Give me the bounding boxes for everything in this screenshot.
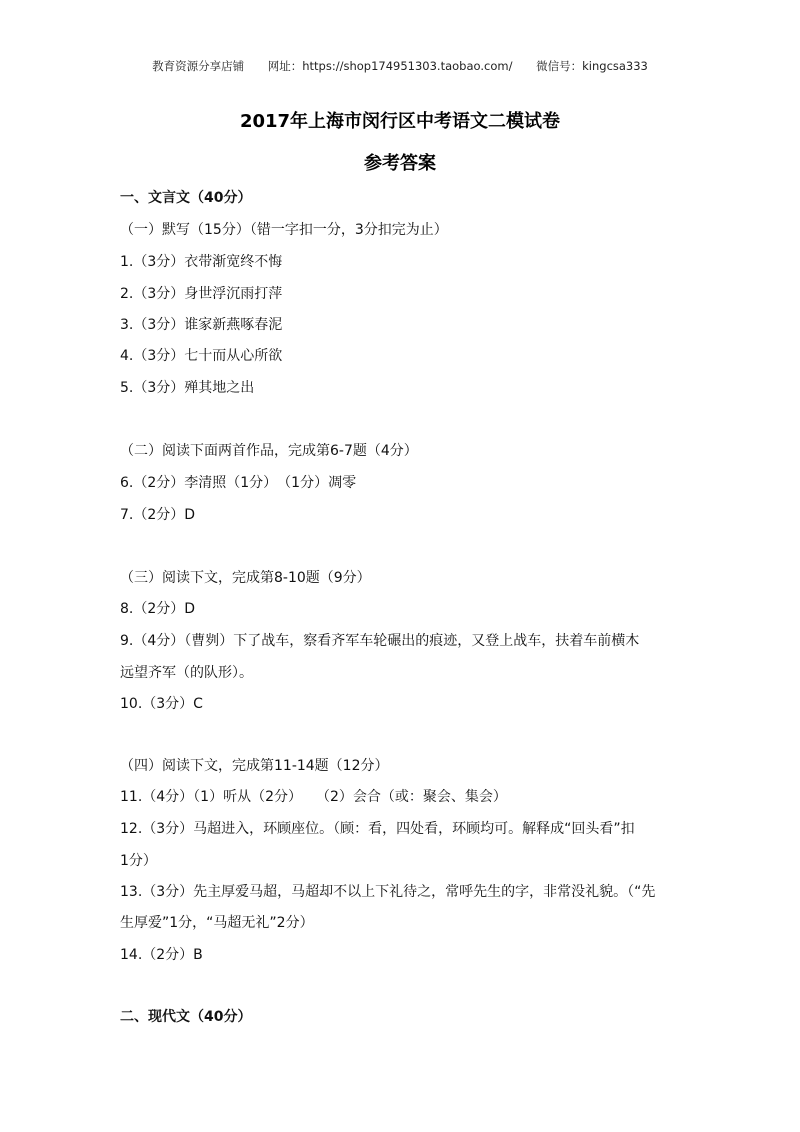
section-heading: 一、文言文（40分）: [120, 190, 252, 206]
answer-line: 10.（3分）C: [120, 696, 203, 712]
answer-line: 12.（3分）马超进入，环顾座位。（顾：看，四处看，环顾均可。解释成“回头看”扣: [120, 821, 635, 837]
answer-line: 9.（4分）（曹刿）下了战车，察看齐军车轮碾出的痕迹，又登上战车，扶着车前横木: [120, 633, 640, 649]
answer-line: 14.（2分）B: [120, 947, 203, 963]
header-shop: 教育资源分享店铺: [152, 59, 245, 73]
answer-line: 4.（3分）七十而从心所欲: [120, 348, 283, 364]
page-header: [0, 58, 800, 74]
answer-line: 1.（3分）衣带渐宽终不悔: [120, 254, 283, 270]
document-subtitle: 参考答案: [364, 153, 436, 174]
subsection-heading: （二）阅读下面两首作品，完成第6-7题（4分）: [120, 443, 418, 459]
header-url: 网址：https://shop174951303.taobao.com/: [267, 59, 513, 73]
answer-line: 7.（2分）D: [120, 507, 196, 523]
answer-line: 8.（2分）D: [120, 601, 196, 617]
answer-line: 11.（4分）（1）听从（2分） （2）会合（或：聚会、集会）: [120, 789, 507, 805]
answer-line: 6.（2分）李清照（1分） （1分）凋零: [120, 475, 357, 491]
subsection-heading: （三）阅读下文，完成第8-10题（9分）: [120, 570, 371, 586]
answer-line: 13.（3分）先主厚爱马超，马超却不以上下礼待之，常呼先生的字，非常没礼貌。（“先: [120, 884, 656, 900]
answer-line-continued: 1分）: [120, 853, 157, 869]
answer-line-continued: 生厚爱”1分，“马超无礼”2分）: [120, 915, 314, 931]
answer-line: 3.（3分）谁家新燕啄春泥: [120, 317, 283, 333]
answer-line: 2.（3分）身世浮沉雨打萍: [120, 286, 283, 302]
subsection-heading: （一）默写（15分）（错一字扣一分，3分扣完为止）: [120, 222, 448, 238]
header-wechat: 微信号：kingcsa333: [536, 59, 648, 73]
answer-line: 5.（3分）殚其地之出: [120, 380, 255, 396]
answer-line-continued: 远望齐军（的队形）。: [120, 665, 253, 681]
document-title: 2017年上海市闵行区中考语文二模试卷: [239, 111, 561, 132]
subsection-heading: （四）阅读下文，完成第11-14题（12分）: [120, 758, 389, 774]
section-heading: 二、现代文（40分）: [120, 1009, 252, 1025]
